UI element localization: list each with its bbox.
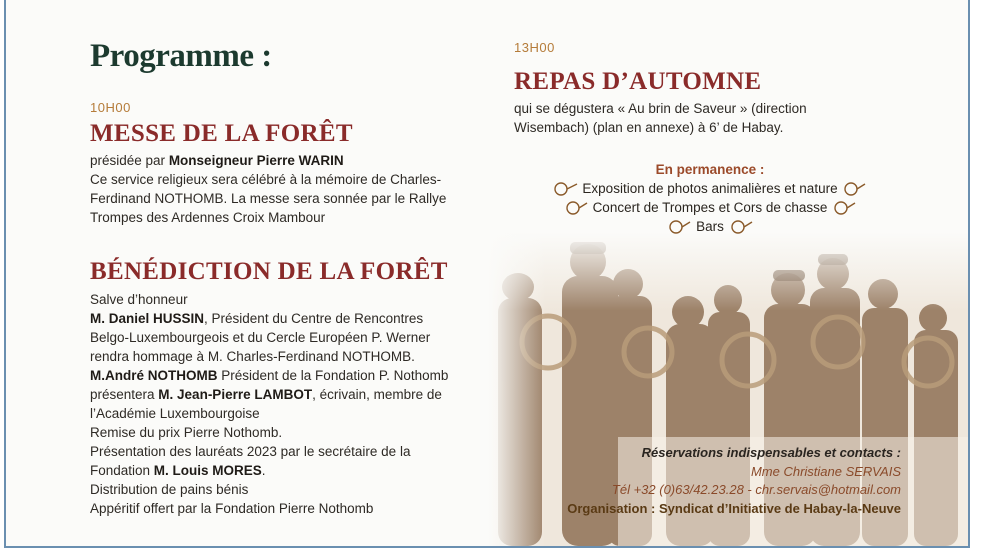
permanence-item-concert-label: Concert de Trompes et Cors de chasse <box>592 200 828 215</box>
benediction-heading: BÉNÉDICTION DE LA FORÊT <box>90 258 448 285</box>
bene-line-2-rest: , Président du Centre de Rencontres <box>204 311 424 326</box>
repas-line-2: Wisembach) (plan en annexe) à 6’ de Habay. <box>514 120 784 135</box>
bene-line-6-rest: , écrivain, membre de <box>312 387 442 402</box>
hunting-horn-icon <box>831 200 857 216</box>
bene-line-9: Présentation des lauréats 2023 par le secrétaire de la <box>90 444 411 459</box>
bene-line-2 <box>90 309 423 328</box>
messe-presided-label: présidée par <box>90 153 169 168</box>
hunting-horn-icon <box>553 181 579 197</box>
hunting-horn-icon <box>728 219 754 235</box>
bene-name-andre-nothomb: M.André NOTHOMB <box>90 368 218 383</box>
bene-line-6-prefix: présentera <box>90 387 159 402</box>
bene-line-8: Remise du prix Pierre Nothomb. <box>90 425 283 440</box>
bene-name-hussin: M. Daniel HUSSIN <box>90 311 205 326</box>
messe-line-2: Ce service religieux sera célébré à la mémoire de Charles- <box>90 172 442 187</box>
bene-line-10-prefix: Fondation <box>90 463 154 478</box>
bene-line-7: l’Académie Luxembourgoise <box>90 406 260 421</box>
hunting-horn-icon <box>666 219 692 235</box>
bene-line-4: rendra hommage à M. Charles-Ferdinand NOTHOMB. <box>90 349 415 364</box>
reservation-title: Réservations indispensables et contacts : <box>641 445 901 460</box>
messe-presider-name: Monseigneur Pierre WARIN <box>168 153 344 168</box>
bene-line-3: Belgo-Luxembourgeois et du Cercle Européen P. Werner <box>90 330 431 345</box>
messe-line-1 <box>90 151 344 170</box>
bene-line-10-rest: . <box>261 463 266 478</box>
bene-line-5-rest: Président de la Fondation P. Nothomb <box>217 368 449 383</box>
hunting-horn-icon <box>563 200 589 216</box>
permanence-item-expo-label: Exposition de photos animalières et nature <box>582 181 838 196</box>
repas-heading: REPAS D’AUTOMNE <box>514 68 762 95</box>
messe-heading: MESSE DE LA FORÊT <box>90 120 353 147</box>
bene-name-mores: M. Louis MORES <box>153 463 262 478</box>
programme-title: Programme : <box>90 38 272 74</box>
bene-line-10 <box>90 461 266 480</box>
permanence-item-bars <box>520 217 900 236</box>
messe-line-4: Trompes des Ardennes Croix Mambour <box>90 210 326 225</box>
organisation-line: Organisation : Syndicat d’Initiative de Habay-la-Neuve <box>567 500 901 516</box>
time-10h00: 10H00 <box>90 100 131 115</box>
permanence-item-expo <box>520 179 900 198</box>
frame-border-bottom <box>4 546 970 548</box>
frame-border-right <box>968 0 970 548</box>
hunting-horn-icon <box>841 181 867 197</box>
reservation-phone-email: Tél +32 (0)63/42.23.28 - chr.servais@hotmail.com <box>611 482 901 497</box>
messe-line-3: Ferdinand NOTHOMB. La messe sera sonnée par le Rallye <box>90 191 447 206</box>
permanence-item-bars-label: Bars <box>696 219 724 234</box>
bene-line-1: Salve d’honneur <box>90 292 188 307</box>
bene-line-6 <box>90 385 442 404</box>
repas-line-1: qui se dégustera « Au brin de Saveur » (direction <box>514 101 807 116</box>
permanence-title: En permanence : <box>655 162 765 177</box>
permanence-item-concert <box>520 198 900 217</box>
permanence-block <box>520 160 900 236</box>
bene-line-5 <box>90 366 448 385</box>
bene-line-11: Distribution de pains bénis <box>90 482 249 497</box>
reservation-contact-name: Mme Christiane SERVAIS <box>750 463 901 479</box>
time-13h00: 13H00 <box>514 40 555 55</box>
frame-border-left <box>4 0 6 548</box>
bene-name-lambot: M. Jean-Pierre LAMBOT <box>158 387 313 402</box>
reservation-block <box>567 444 901 518</box>
bene-line-12: Appéritif offert par la Fondation Pierre Nothomb <box>90 501 374 516</box>
